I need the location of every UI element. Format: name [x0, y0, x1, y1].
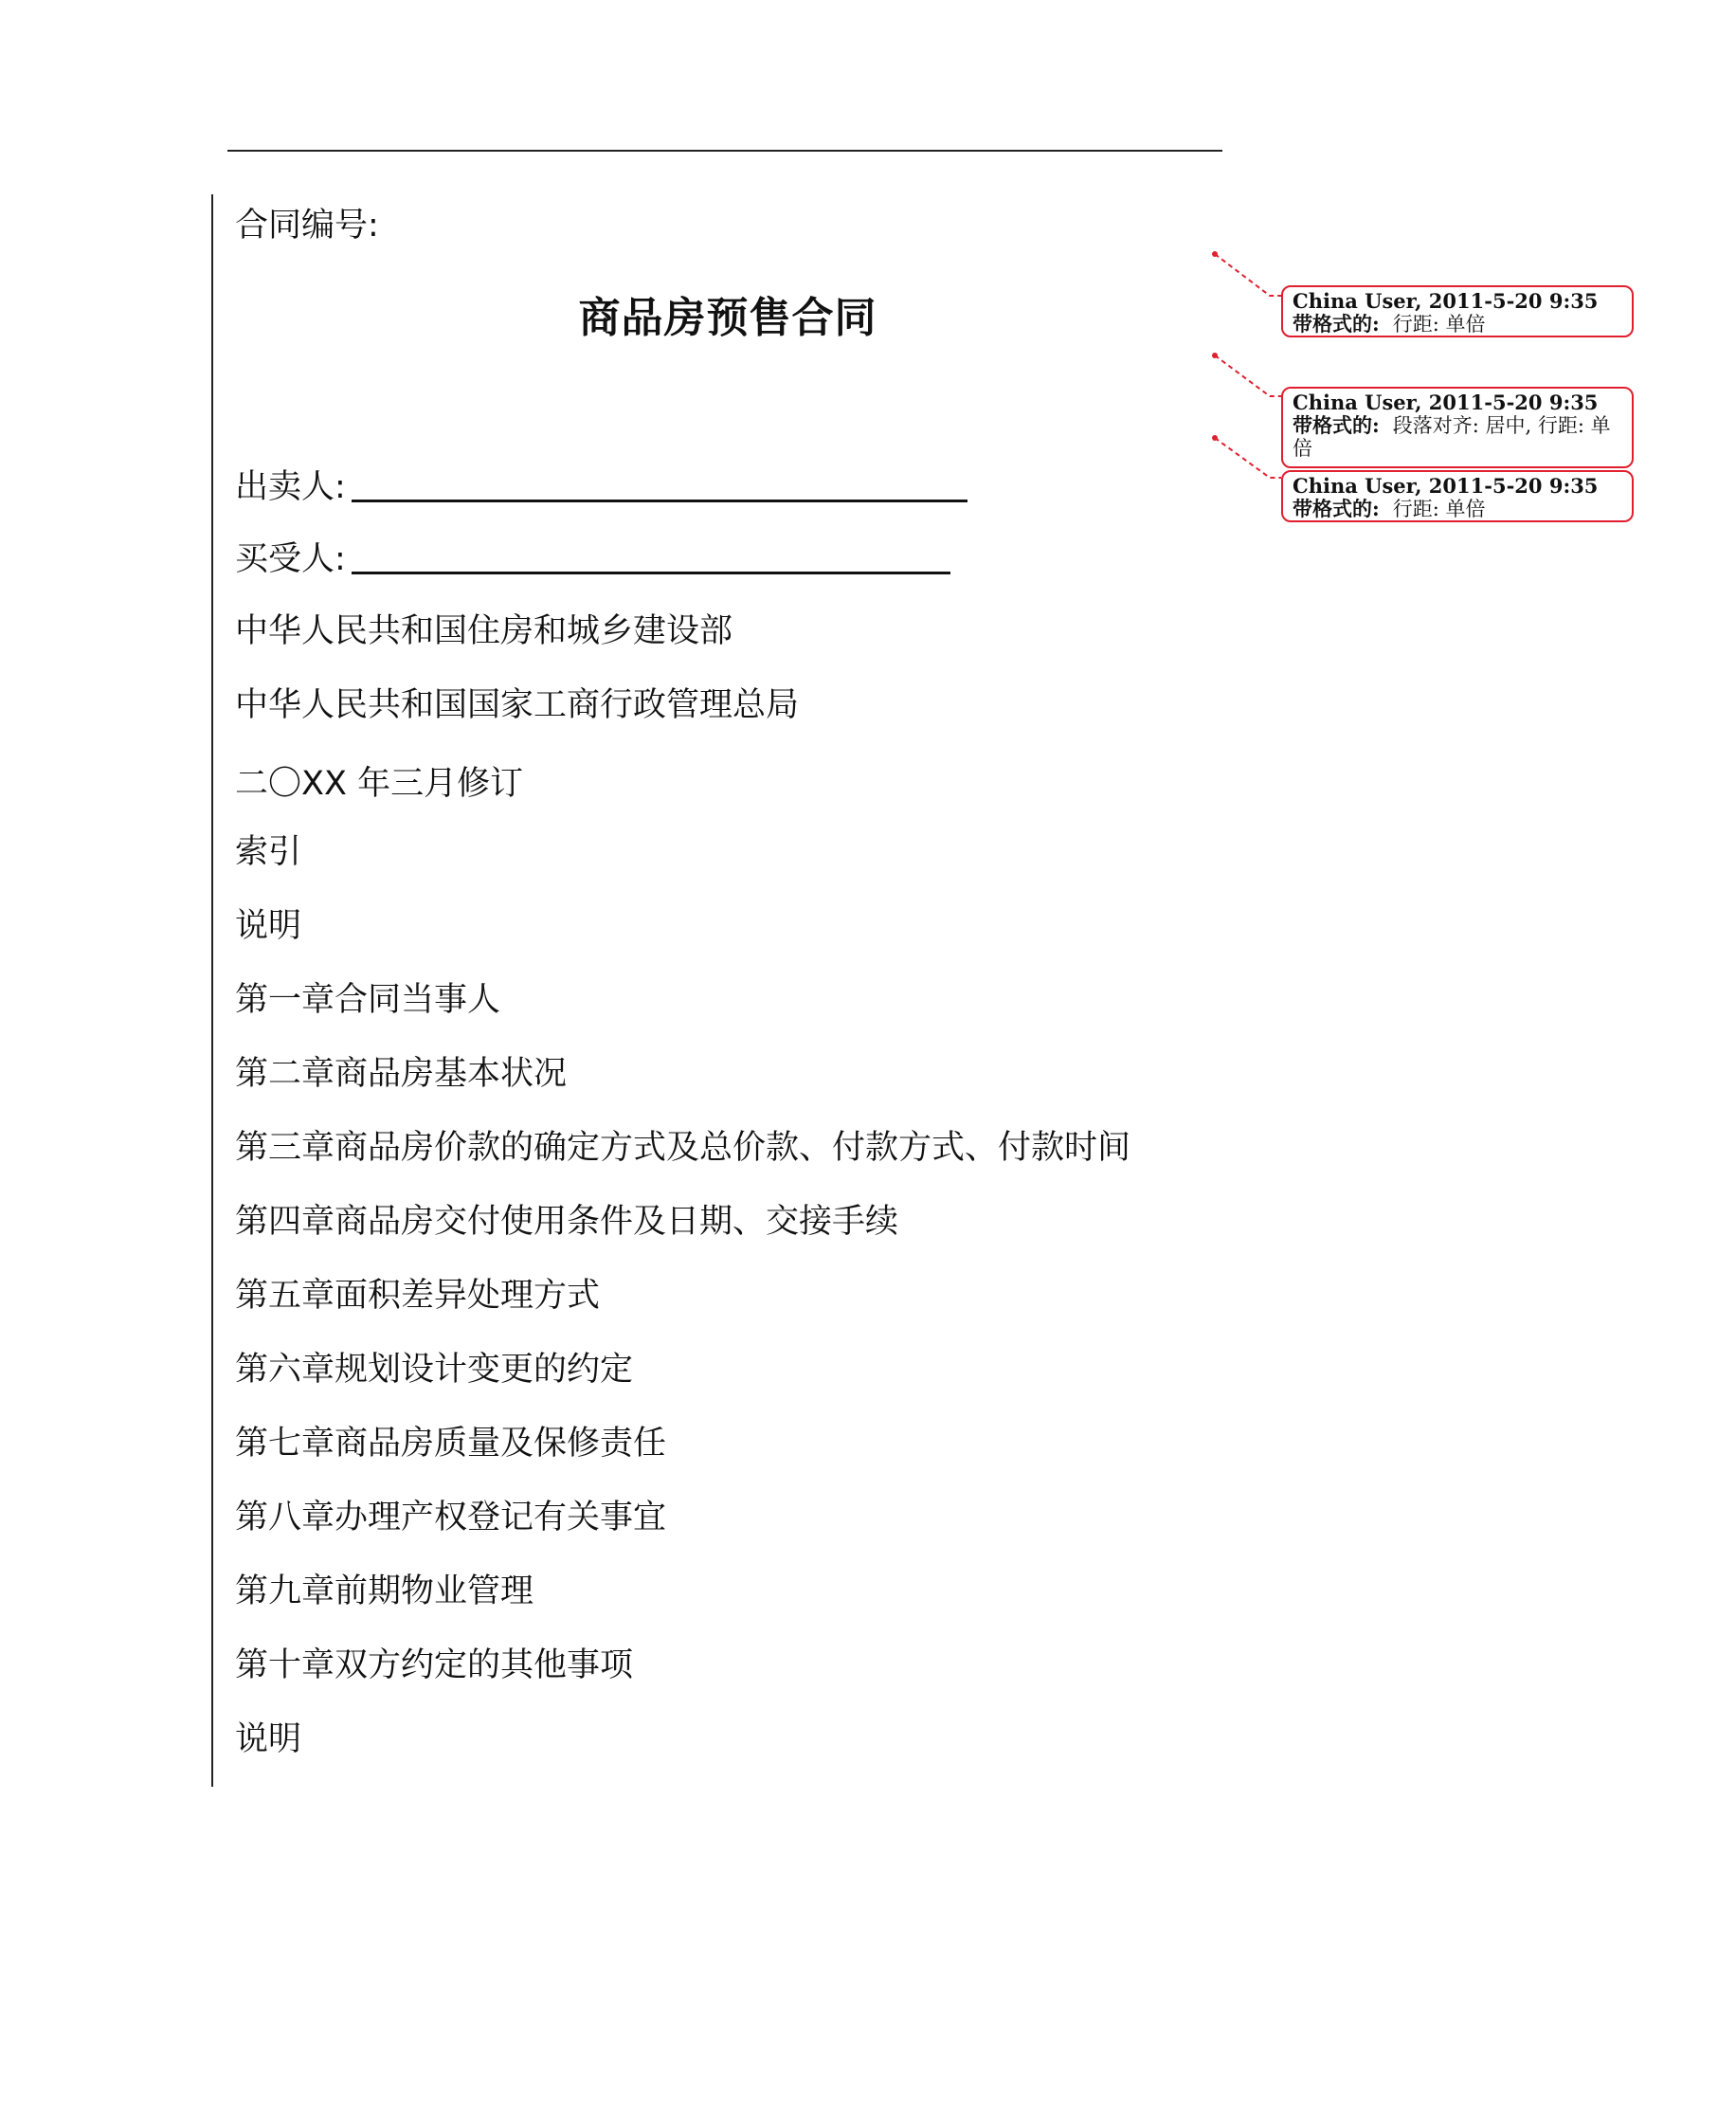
toc-entry[interactable]: 第九章前期物业管理 [235, 1573, 534, 1610]
comment-balloon[interactable] [1281, 470, 1634, 522]
comment-detail: 行距: 单倍 [1392, 498, 1486, 520]
comment-leader-1 [1215, 254, 1281, 296]
seller-label: 出卖人: [235, 468, 346, 506]
toc-entry[interactable]: 第一章合同当事人 [235, 981, 501, 1019]
toc-entry[interactable]: 第四章商品房交付使用条件及日期、交接手续 [235, 1203, 899, 1241]
toc-entry[interactable]: 说明 [235, 907, 302, 945]
comment-anchor-dot [1212, 251, 1218, 257]
comment-balloon[interactable] [1281, 285, 1634, 337]
comment-author: China User, 2011-5-20 9:35 [1293, 289, 1599, 313]
buyer-line [235, 538, 950, 580]
toc-entry[interactable]: 第二章商品房基本状况 [235, 1055, 568, 1093]
seller-blank[interactable] [352, 471, 967, 502]
comment-kind: 带格式的: [1293, 312, 1380, 336]
toc-entry[interactable]: 索引 [235, 833, 302, 871]
toc-entry[interactable]: 第五章面积差异处理方式 [235, 1277, 601, 1315]
comment-anchor-dot [1212, 353, 1218, 358]
buyer-blank[interactable] [352, 543, 950, 574]
change-bar [211, 194, 213, 1787]
comment-author: China User, 2011-5-20 9:35 [1293, 391, 1599, 414]
comment-leader-2 [1215, 355, 1281, 396]
buyer-label: 买受人: [235, 540, 346, 578]
comment-detail: 行距: 单倍 [1392, 313, 1486, 336]
comment-anchor-dot [1212, 435, 1218, 441]
seller-line [235, 466, 967, 508]
document-title: 商品房预售合同 [578, 294, 877, 342]
issuer-ministry: 中华人民共和国住房和城乡建设部 [235, 612, 733, 650]
toc-entry[interactable]: 第八章办理产权登记有关事宜 [235, 1499, 667, 1536]
revision-date: 二〇XX 年三月修订 [235, 765, 524, 803]
contract-number-label: 合同编号: [235, 207, 379, 245]
comment-kind: 带格式的: [1293, 413, 1380, 437]
header-rule [227, 150, 1222, 152]
comment-author: China User, 2011-5-20 9:35 [1293, 474, 1599, 498]
toc-entry[interactable]: 第七章商品房质量及保修责任 [235, 1425, 667, 1463]
toc-entry[interactable]: 第六章规划设计变更的约定 [235, 1351, 634, 1389]
toc-entry[interactable]: 说明 [235, 1720, 302, 1758]
issuer-administration: 中华人民共和国国家工商行政管理总局 [235, 686, 800, 724]
comment-detail: 段落对齐: 居中, 行距: 单倍 [1293, 414, 1611, 460]
comment-leader-3 [1215, 438, 1281, 478]
toc-entry[interactable]: 第三章商品房价款的确定方式及总价款、付款方式、付款时间 [235, 1129, 1131, 1167]
comment-kind: 带格式的: [1293, 497, 1380, 520]
toc-entry[interactable]: 第十章双方约定的其他事项 [235, 1646, 634, 1684]
comment-balloon[interactable] [1281, 387, 1634, 468]
